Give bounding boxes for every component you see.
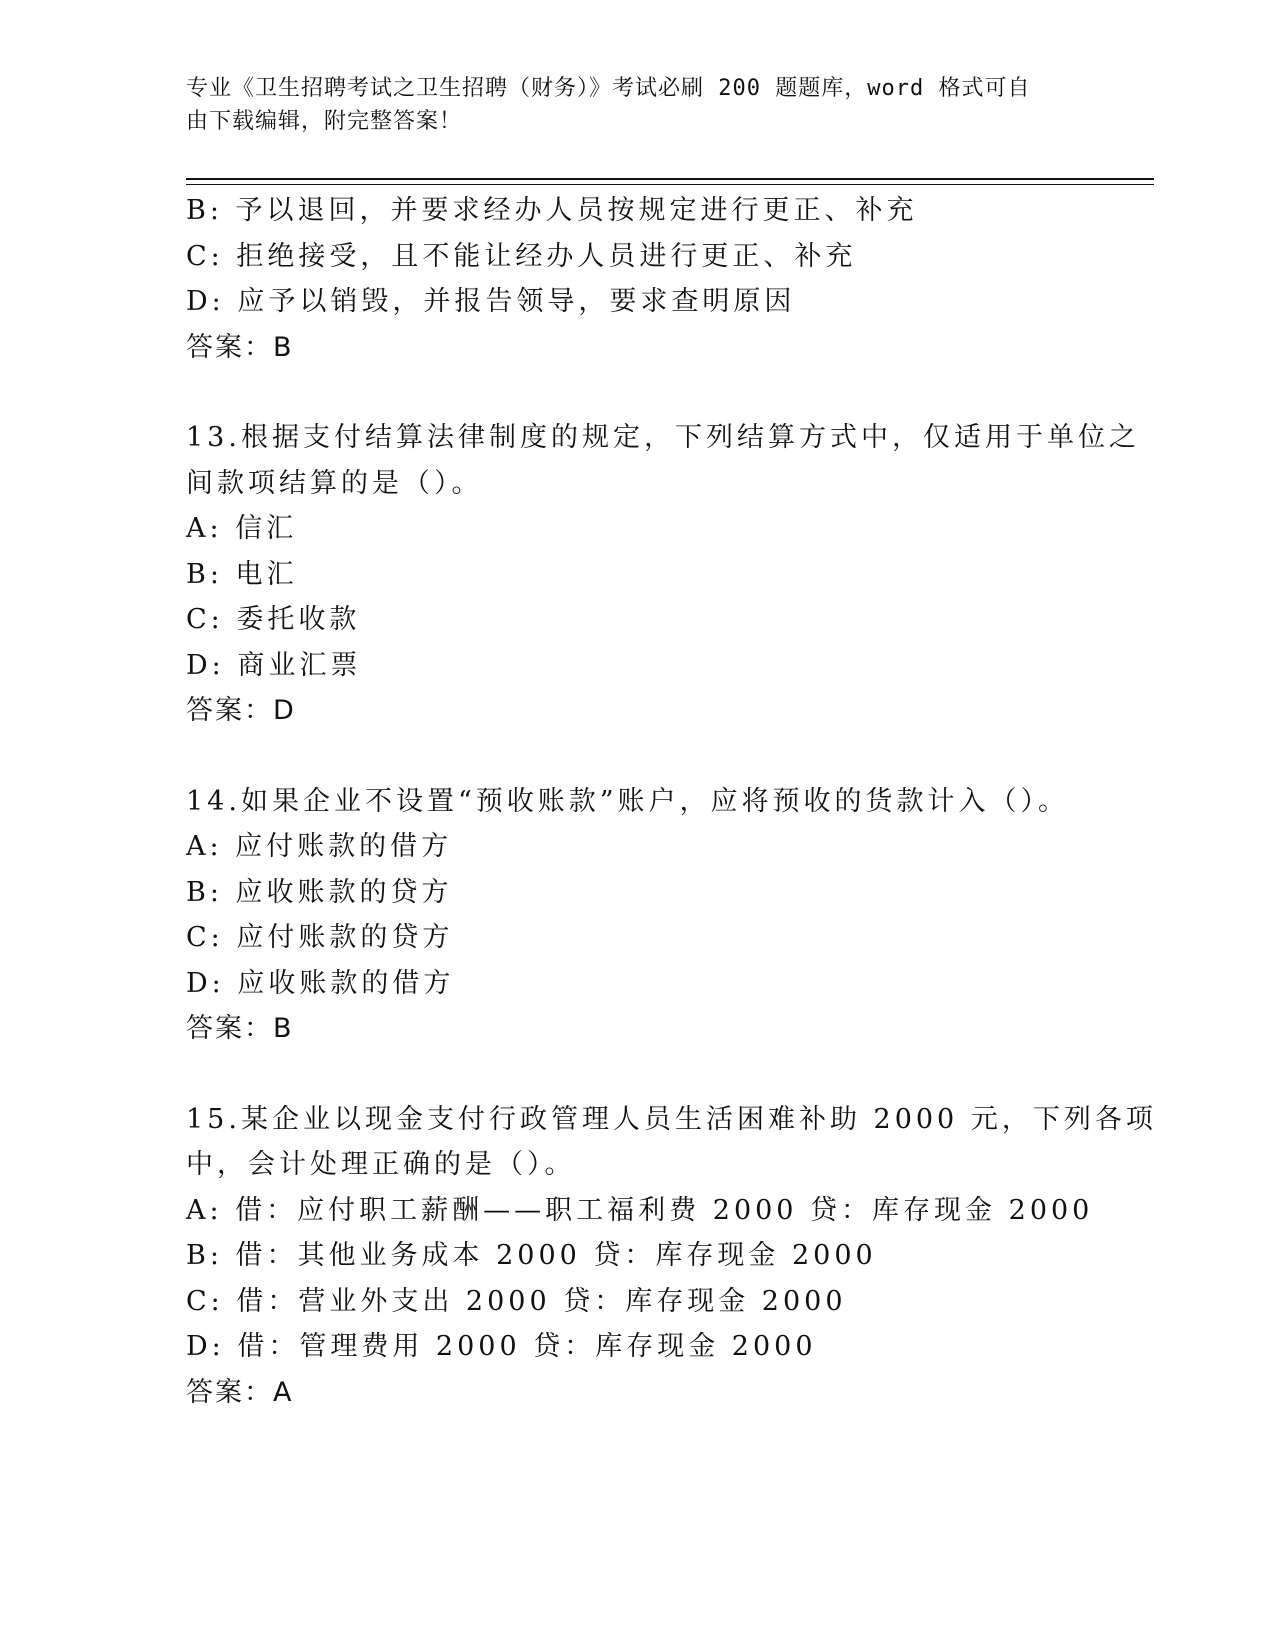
answer: 答案：B [186, 1013, 294, 1044]
answer: 答案：A [186, 1376, 294, 1408]
question-15 [186, 1097, 1157, 1416]
spacer [186, 1052, 1086, 1097]
option-a: A: 应付账款的借方 [186, 831, 453, 862]
question-stem: 15.某企业以现金支付行政管理人员生活困难补助 2000 元，下列各项 [186, 1103, 1157, 1135]
option-a: A: 信汇 [186, 513, 298, 544]
option-b: B: 电汇 [186, 558, 298, 590]
option-b: B: 应收账款的贷方 [186, 876, 453, 908]
option-d: D: 借：管理费用 2000 贷：库存现金 2000 [186, 1331, 817, 1362]
header-divider-thin [186, 184, 1154, 185]
header-line-1: 专业《卫生招聘考试之卫生招聘（财务）》考试必刷 200 题题库，word 格式可自 [186, 76, 1031, 101]
option-c: C: 应付账款的贷方 [186, 922, 454, 953]
option-b: B: 予以退回，并要求经办人员按规定进行更正、补充 [186, 195, 918, 226]
question-14 [186, 779, 1086, 1052]
option-c: C: 委托收款 [186, 604, 361, 635]
option-d: D: 应予以销毁，并报告领导，要求查明原因 [186, 286, 796, 317]
option-d: D: 应收账款的借方 [186, 967, 455, 999]
question-content [186, 188, 1157, 1415]
option-b: B: 借：其他业务成本 2000 贷：库存现金 2000 [186, 1240, 877, 1271]
option-d: D: 商业汇票 [186, 649, 362, 681]
document-header [186, 72, 1066, 138]
question-12 [186, 188, 1086, 370]
option-a: A: 借：应付职工薪酬——职工福利费 2000 贷：库存现金 2000 [186, 1194, 1094, 1226]
question-13 [186, 415, 1140, 734]
spacer [186, 370, 1086, 415]
header-line-2: 由下载编辑，附完整答案！ [186, 109, 463, 134]
question-stem-cont: 中，会计处理正确的是（）。 [186, 1149, 576, 1180]
spacer [186, 734, 1086, 779]
option-c: C: 借：营业外支出 2000 贷：库存现金 2000 [186, 1285, 847, 1317]
option-c: C: 拒绝接受，且不能让经办人员进行更正、补充 [186, 240, 857, 272]
question-stem-cont: 间款项结算的是（）。 [186, 467, 483, 499]
answer: 答案：D [186, 695, 296, 726]
question-stem: 14.如果企业不设置“预收账款”账户，应将预收的货款计入（）。 [186, 785, 1070, 817]
answer: 答案：B [186, 331, 294, 363]
header-divider-thick [186, 178, 1154, 180]
question-stem: 13.根据支付结算法律制度的规定，下列结算方式中，仅适用于单位之 [186, 422, 1140, 453]
